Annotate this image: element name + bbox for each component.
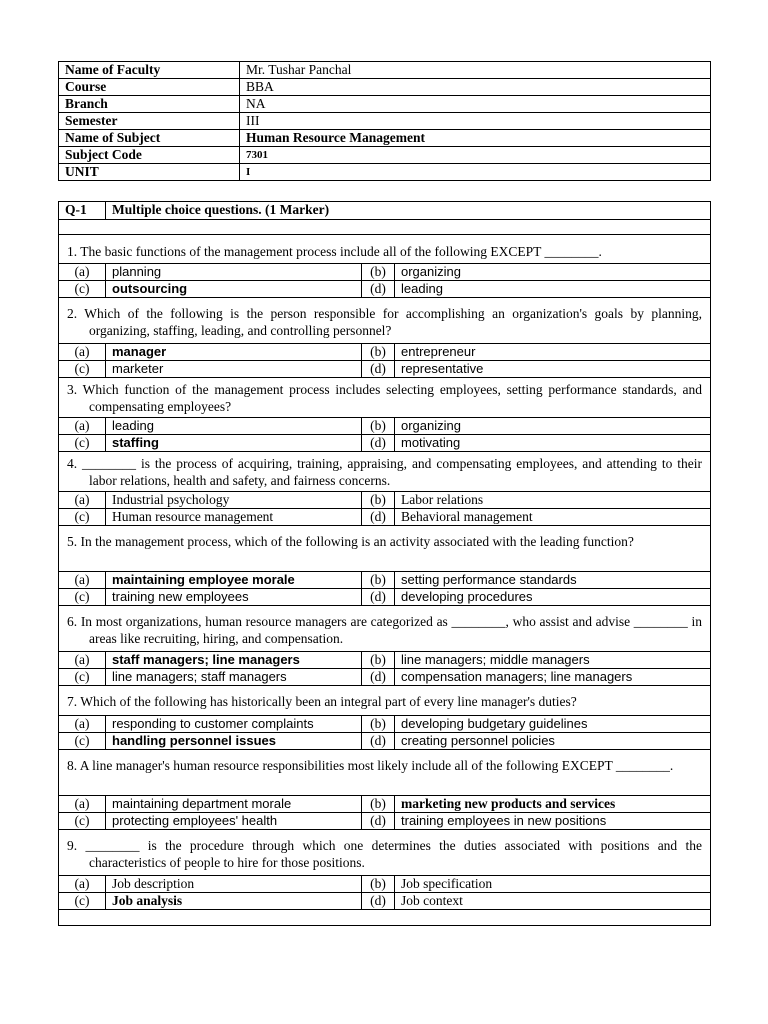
option-row [59, 733, 711, 750]
option-label: (c) [59, 435, 106, 452]
option-row [59, 264, 711, 281]
option-label: (c) [59, 669, 106, 686]
option-row [59, 418, 711, 435]
option-label: (a) [59, 492, 106, 509]
spacer-row [59, 220, 711, 235]
option-d: representative [395, 361, 711, 378]
option-label: (d) [362, 813, 395, 830]
option-label: (d) [362, 589, 395, 606]
option-label: (b) [362, 418, 395, 435]
question-row [59, 750, 711, 796]
question-text: 5. In the management process, which of the following is an activity associated with the leading function? [59, 526, 711, 572]
info-value: I [240, 164, 711, 181]
option-label: (a) [59, 418, 106, 435]
option-label: (b) [362, 572, 395, 589]
option-b-correct: marketing new products and services [395, 796, 711, 813]
question-text: 8. A line manager's human resource responsibilities most likely include all of the following EXCEPT ________. [59, 750, 711, 796]
option-label: (a) [59, 652, 106, 669]
info-label: UNIT [59, 164, 240, 181]
option-a: Industrial psychology [106, 492, 362, 509]
info-label: Subject Code [59, 147, 240, 164]
option-label: (c) [59, 281, 106, 298]
option-row [59, 796, 711, 813]
option-c-correct: Job analysis [106, 893, 362, 910]
section-header-row [59, 202, 711, 220]
option-d: developing procedures [395, 589, 711, 606]
question-text: 9. ________ is the procedure through which one determines the duties associated with positions and the characteristics of people to hire for those positions. [59, 830, 711, 876]
spacer-row [59, 910, 711, 926]
question-text: 3. Which function of the management process includes selecting employees, setting performance standards, and compensating employees? [59, 378, 711, 418]
info-row [59, 164, 711, 181]
option-d: creating personnel policies [395, 733, 711, 750]
option-b: Labor relations [395, 492, 711, 509]
option-d: compensation managers; line managers [395, 669, 711, 686]
option-label: (a) [59, 264, 106, 281]
option-d: Behavioral management [395, 509, 711, 526]
info-label: Semester [59, 113, 240, 130]
option-label: (d) [362, 893, 395, 910]
option-row [59, 716, 711, 733]
option-row [59, 492, 711, 509]
option-b: developing budgetary guidelines [395, 716, 711, 733]
option-a: planning [106, 264, 362, 281]
option-label: (d) [362, 733, 395, 750]
option-c: training new employees [106, 589, 362, 606]
option-b: setting performance standards [395, 572, 711, 589]
option-c-correct: outsourcing [106, 281, 362, 298]
option-label: (d) [362, 509, 395, 526]
question-text: 7. Which of the following has historically been an integral part of every line manager's duties? [59, 686, 711, 716]
option-label: (a) [59, 344, 106, 361]
question-text: 4. ________ is the process of acquiring, training, appraising, and compensating employees, and attending to their labor relations, health and safety, and fairness concerns. [59, 452, 711, 492]
option-c-correct: handling personnel issues [106, 733, 362, 750]
section-number: Q-1 [59, 202, 106, 220]
option-label: (c) [59, 589, 106, 606]
info-label: Name of Subject [59, 130, 240, 147]
option-a-correct: staff managers; line managers [106, 652, 362, 669]
info-value: Mr. Tushar Panchal [240, 62, 711, 79]
option-row [59, 813, 711, 830]
option-row [59, 589, 711, 606]
question-row [59, 606, 711, 652]
option-a-correct: manager [106, 344, 362, 361]
info-row [59, 147, 711, 164]
option-row [59, 652, 711, 669]
option-label: (c) [59, 893, 106, 910]
option-label: (b) [362, 876, 395, 893]
option-c: Human resource management [106, 509, 362, 526]
section-title: Multiple choice questions. (1 Marker) [106, 202, 711, 220]
option-c: line managers; staff managers [106, 669, 362, 686]
option-c: marketer [106, 361, 362, 378]
option-label: (c) [59, 509, 106, 526]
option-label: (d) [362, 281, 395, 298]
course-info-table [58, 61, 711, 181]
info-label: Course [59, 79, 240, 96]
mcq-table [58, 201, 711, 926]
question-row [59, 526, 711, 572]
option-row [59, 572, 711, 589]
option-b: entrepreneur [395, 344, 711, 361]
info-label: Branch [59, 96, 240, 113]
info-row [59, 79, 711, 96]
option-c-correct: staffing [106, 435, 362, 452]
option-row [59, 876, 711, 893]
info-value: 7301 [240, 147, 711, 164]
option-label: (c) [59, 813, 106, 830]
option-a-correct: maintaining employee morale [106, 572, 362, 589]
info-row [59, 62, 711, 79]
question-row [59, 686, 711, 716]
option-d: motivating [395, 435, 711, 452]
option-label: (d) [362, 669, 395, 686]
option-label: (c) [59, 733, 106, 750]
info-row [59, 130, 711, 147]
option-row [59, 509, 711, 526]
info-value: III [240, 113, 711, 130]
info-label: Name of Faculty [59, 62, 240, 79]
option-label: (b) [362, 344, 395, 361]
question-row [59, 378, 711, 418]
option-label: (b) [362, 716, 395, 733]
info-row [59, 113, 711, 130]
option-label: (a) [59, 716, 106, 733]
option-label: (a) [59, 876, 106, 893]
option-label: (a) [59, 796, 106, 813]
option-label: (b) [362, 652, 395, 669]
option-b: Job specification [395, 876, 711, 893]
option-row [59, 361, 711, 378]
info-row [59, 96, 711, 113]
option-a: responding to customer complaints [106, 716, 362, 733]
option-c: protecting employees' health [106, 813, 362, 830]
question-row [59, 452, 711, 492]
option-label: (b) [362, 264, 395, 281]
option-d: Job context [395, 893, 711, 910]
info-value: BBA [240, 79, 711, 96]
question-text: 1. The basic functions of the management process include all of the following EXCEPT ________. [59, 235, 711, 264]
option-row [59, 281, 711, 298]
option-b: line managers; middle managers [395, 652, 711, 669]
option-d: leading [395, 281, 711, 298]
question-text: 2. Which of the following is the person responsible for accomplishing an organization's goals by planning, organizing, staffing, leading, and controlling personnel? [59, 298, 711, 344]
option-label: (d) [362, 361, 395, 378]
question-row [59, 235, 711, 264]
option-b: organizing [395, 264, 711, 281]
option-a: Job description [106, 876, 362, 893]
option-row [59, 893, 711, 910]
option-a: maintaining department morale [106, 796, 362, 813]
option-label: (c) [59, 361, 106, 378]
option-d: training employees in new positions [395, 813, 711, 830]
option-label: (b) [362, 796, 395, 813]
info-value: NA [240, 96, 711, 113]
option-row [59, 435, 711, 452]
question-row [59, 830, 711, 876]
option-a: leading [106, 418, 362, 435]
question-row [59, 298, 711, 344]
option-row [59, 669, 711, 686]
option-label: (a) [59, 572, 106, 589]
option-row [59, 344, 711, 361]
info-value: Human Resource Management [240, 130, 711, 147]
question-text: 6. In most organizations, human resource managers are categorized as ________, who assist and advise ________ in areas like recruiting, hiring, and compensation. [59, 606, 711, 652]
option-label: (d) [362, 435, 395, 452]
option-label: (b) [362, 492, 395, 509]
option-b: organizing [395, 418, 711, 435]
